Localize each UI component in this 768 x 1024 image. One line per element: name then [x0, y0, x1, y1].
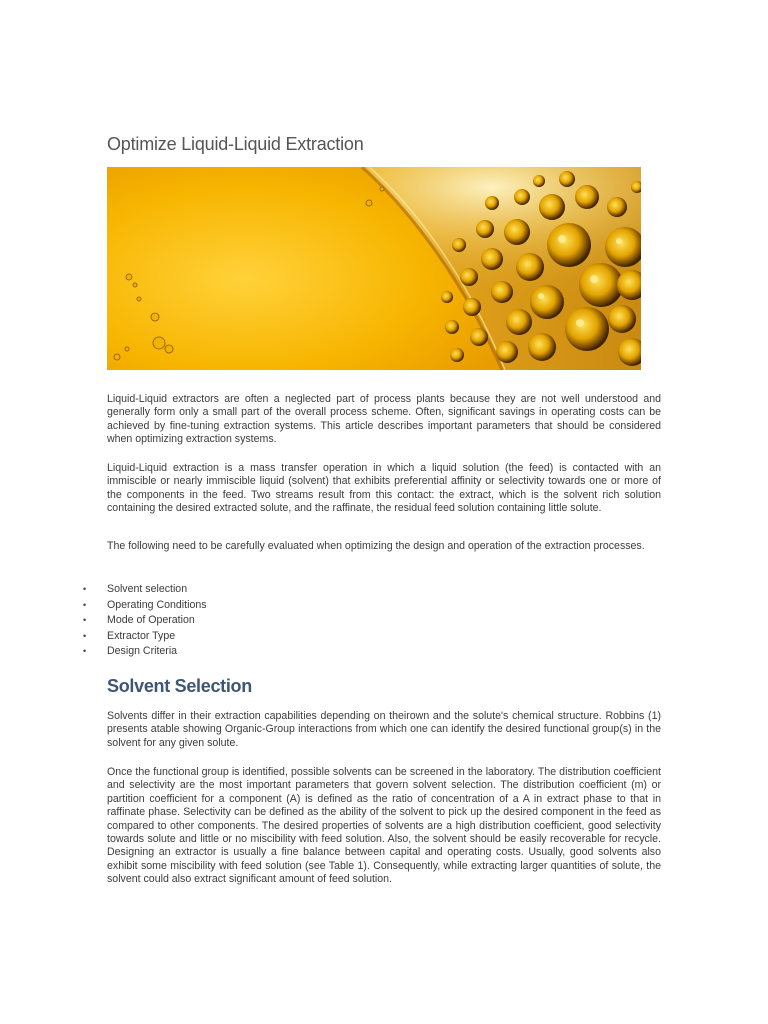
oil-bubbles-image — [107, 167, 641, 370]
list-item-label: Operating Conditions — [107, 598, 207, 611]
evaluation-list — [83, 582, 207, 660]
bullet-icon: • — [83, 584, 87, 594]
bullet-icon: • — [83, 615, 87, 625]
bullet-icon: • — [83, 630, 87, 641]
list-item-label: Design Criteria — [107, 645, 178, 657]
list-item — [83, 582, 207, 598]
list-item — [83, 613, 207, 629]
bullet-icon: • — [83, 599, 87, 610]
document-title: Optimize Liquid-Liquid Extraction — [107, 134, 364, 154]
list-item-label: Extractor Type — [107, 629, 176, 642]
intro-paragraph-2: Liquid-Liquid extraction is a mass transfer operation in which a liquid solution (the feed) is contacted with an immiscible or nearly immiscible liquid (solvent) that exhibits preferential affinity or selectivity towards one or more of the components in the feed. Two streams result from this contact: the extract, which is the solvent rich solution containing the desired extracted solute, and the raffinate, the residual feed solution containing little solute. — [107, 462, 661, 515]
list-item-label: Solvent selection — [107, 583, 188, 595]
list-item — [83, 598, 207, 614]
list-item — [83, 629, 207, 645]
list-item-label: Mode of Operation — [107, 614, 195, 626]
list-item — [83, 644, 207, 660]
section-paragraph-2: Once the functional group is identified, possible solvents can be screened in the laboratory. The distribution coefficient and selectivity are the most important parameters that govern solvent selection. The distribution coefficient (m) or partition coefficient for a component (A) is defined as the ratio of concentration of a A in extract phase to that in raffinate phase. Selectivity can be defined as the ability of the solvent to pick up the desired component in the feed as compared to other components. The desired properties of solvents are a high distribution coefficient, good selectivity towards solute and little or no miscibility with feed solution. Also, the solvent should be easily recoverable for recycle. Designing an extractor is usually a fine balance between capital and operating costs. Usually, good solvents also exhibit some miscibility with feed solution (see Table 1). Consequently, while extracting larger quantities of solute, the solvent could also extract significant amount of feed solution. — [107, 766, 661, 886]
intro-paragraph-1: Liquid-Liquid extractors are often a neglected part of process plants because they are not well understood and generally form only a small part of the overall process scheme. Often, significant savings in operating costs can be achieved by fine-tuning extraction systems. This article describes important parameters that should be considered when optimizing extraction systems. — [107, 393, 661, 446]
section-heading: Solvent Selection — [107, 676, 252, 696]
intro-paragraph-3: The following need to be carefully evaluated when optimizing the design and operation of the extraction processes. — [107, 540, 645, 552]
bullet-icon: • — [83, 646, 87, 656]
section-paragraph-1: Solvents differ in their extraction capabilities depending on theirown and the solute's chemical structure. Robbins (1) presents atable showing Organic-Group interactions from which one can identify the desired functional group(s) in the solvent for any given solute. — [107, 710, 661, 749]
